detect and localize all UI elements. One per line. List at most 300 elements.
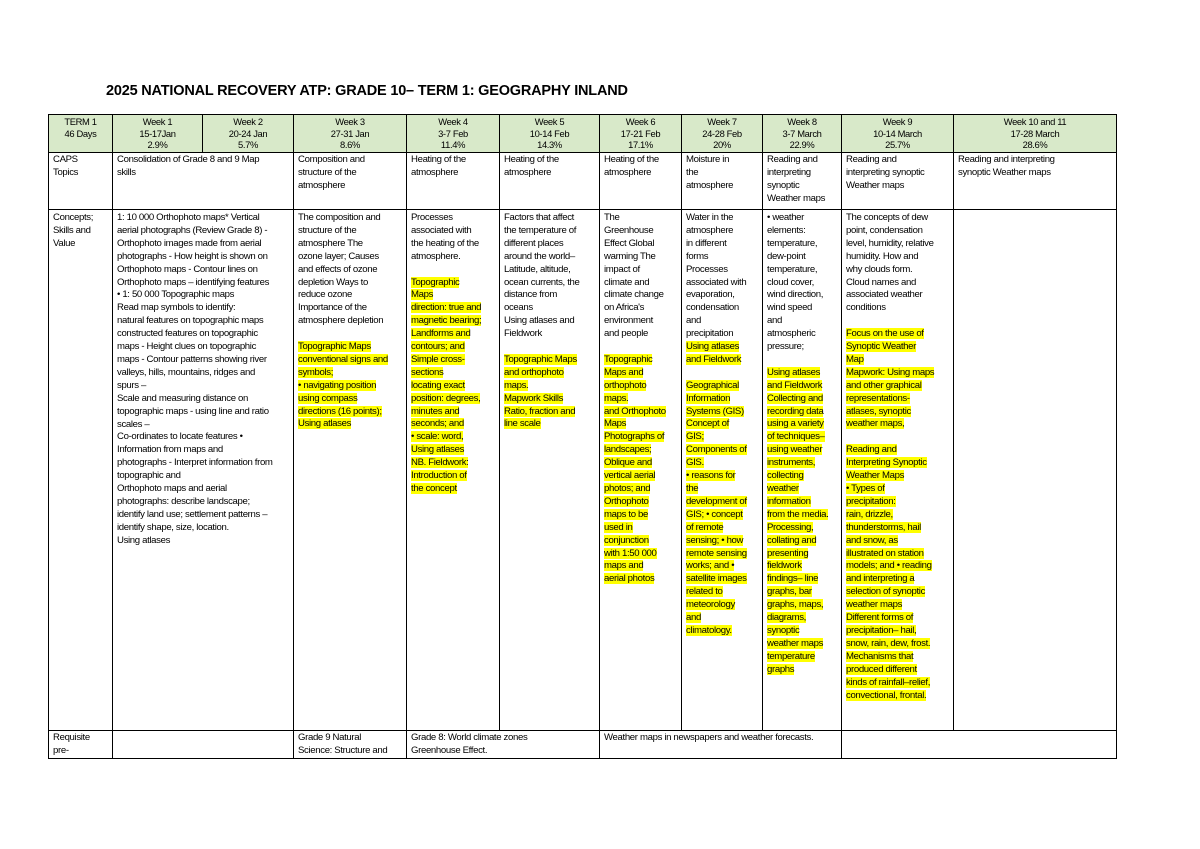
cell-line: photographs - How height is shown on	[117, 250, 268, 262]
cell-line: 28.6%	[1022, 139, 1048, 150]
cell-line: and	[686, 612, 701, 624]
cell-line: interpreting synoptic	[846, 166, 925, 178]
concepts-week-9	[842, 210, 954, 731]
cell-line: 20%	[713, 139, 731, 150]
cell-line: snow, rain, dew, frost.	[846, 637, 931, 649]
caps-week-3	[294, 153, 407, 210]
cell-line: 25.7%	[885, 139, 910, 150]
cell-line: Orthophoto maps – identifying features	[117, 276, 270, 288]
cell-line: • scale: word,	[411, 431, 464, 443]
requisite-week-3	[294, 731, 407, 759]
cell-line: ozone layer; Causes	[298, 250, 379, 262]
header-row	[49, 115, 1117, 153]
cell-line: Topographic	[604, 353, 653, 365]
caps-week-4	[407, 153, 500, 210]
cell-line: atmosphere	[298, 179, 346, 191]
cell-line: and orthophoto	[504, 366, 564, 378]
cell-line: and Orthophoto	[604, 405, 666, 417]
week-header-7	[682, 115, 763, 153]
cell-line: the heating of the	[411, 237, 479, 249]
cell-line: climate and	[604, 276, 650, 288]
cell-line: Using atlases	[298, 418, 352, 430]
cell-line: wind direction,	[767, 289, 824, 301]
requisite-row	[49, 731, 1117, 759]
cell-line: • Types of	[846, 483, 885, 494]
concepts-week-10-11	[954, 210, 1117, 731]
cell-line: using a variety	[767, 418, 824, 430]
cell-line: identify shape, size, location.	[117, 521, 229, 533]
cell-line: Value	[53, 237, 76, 249]
cell-line: Using atlases	[767, 366, 821, 378]
cell-line: with 1:50 000	[604, 547, 657, 559]
cell-line: conditions	[846, 302, 886, 314]
cell-line: Processing,	[767, 521, 814, 533]
cell-line: Collecting and	[767, 392, 823, 404]
cell-line: selection of synoptic	[846, 586, 926, 598]
cell-line: Heating of the	[504, 154, 559, 165]
cell-line: oceans	[504, 302, 533, 314]
cell-line: warming The	[604, 250, 656, 262]
cell-line: Week 9	[882, 116, 913, 127]
cell-line: instruments,	[767, 457, 816, 469]
cell-line: Grade 9 Natural	[298, 732, 362, 743]
cell-line: 20-24 Jan	[228, 127, 268, 139]
cell-line: 8.6%	[340, 139, 360, 150]
cell-line: vertical aerial	[604, 470, 656, 482]
cell-line: associated with	[411, 224, 472, 236]
cell-line: ocean currents, the	[504, 276, 580, 288]
cell-line: convectional, frontal.	[846, 689, 927, 701]
cell-line: Importance of the	[298, 302, 367, 314]
cell-line: graphs, bar	[767, 586, 812, 598]
cell-line: synoptic	[767, 624, 800, 636]
cell-line: findings– line	[767, 573, 819, 585]
cell-line: Latitude, altitude,	[504, 263, 571, 275]
cell-line: recording data	[767, 405, 824, 417]
cell-line: TERM 1	[64, 116, 97, 127]
cell-line: Maps and	[604, 366, 644, 378]
caps-week-6	[600, 153, 682, 210]
cell-line: Introduction of	[411, 470, 467, 482]
cell-line: and Fieldwork	[686, 353, 742, 365]
concepts-week-6	[600, 210, 682, 731]
caps-topics-row	[49, 153, 1117, 210]
cell-line: Composition and	[298, 154, 365, 165]
cell-line: associated with	[686, 276, 747, 288]
cell-line: presenting	[767, 547, 809, 559]
cell-line: 11.4%	[440, 139, 466, 150]
cell-line: and	[686, 315, 701, 327]
cell-line: Cloud names and	[846, 276, 916, 288]
cell-line: 3-7 Feb	[438, 127, 468, 139]
cell-line: atmospheric	[767, 328, 816, 340]
cell-line: Reading and	[767, 154, 818, 165]
cell-line: The	[604, 212, 620, 223]
cell-line	[298, 328, 402, 341]
cell-line: point, condensation	[846, 224, 923, 236]
cell-line: Landforms and	[411, 328, 471, 340]
cell-line: illustrated on station	[846, 547, 924, 559]
cell-line: synoptic Weather maps	[958, 166, 1051, 178]
cell-line: maps.	[604, 392, 629, 404]
caps-week-1-2	[113, 153, 294, 210]
cell-line: 17-21 Feb	[620, 127, 661, 139]
cell-line: works; and •	[686, 560, 735, 572]
cell-line: Oblique and	[604, 457, 652, 469]
cell-line: GIS;	[686, 431, 704, 443]
week-header-2	[203, 115, 294, 153]
cell-line: temperature,	[767, 263, 818, 275]
cell-line: Focus on the use of	[846, 328, 924, 340]
cell-line	[686, 367, 758, 380]
cell-line: Read map symbols to identify:	[117, 302, 236, 314]
cell-line: photos; and	[604, 483, 651, 495]
cell-line: environment	[604, 315, 653, 327]
cell-line: Processes	[686, 263, 728, 275]
concepts-week-8	[763, 210, 842, 731]
cell-line: conjunction	[604, 534, 649, 546]
cell-line: pre-	[53, 744, 69, 756]
cell-line: topographic maps - using line and ratio	[117, 405, 269, 417]
cell-line: weather maps	[846, 599, 903, 611]
cell-line: wind speed	[767, 302, 813, 314]
week-header-5	[500, 115, 600, 153]
requisite-week-6-8	[600, 731, 842, 759]
cell-line: aerial photos	[604, 573, 655, 585]
cell-line: Processes	[411, 212, 453, 223]
cell-line: Fieldwork	[504, 328, 542, 340]
caps-week-8	[763, 153, 842, 210]
cell-line: Using atlases	[411, 444, 465, 456]
cell-line: forms	[686, 250, 709, 262]
cell-line: atmosphere	[604, 166, 652, 178]
cell-line: conventional signs and	[298, 353, 388, 365]
cell-line: atmosphere	[411, 166, 459, 178]
cell-line: Using atlases	[117, 534, 171, 546]
cell-line: using weather	[767, 444, 823, 456]
cell-line: diagrams,	[767, 612, 806, 624]
cell-line: why clouds form.	[846, 263, 913, 275]
cell-line: and effects of ozone	[298, 263, 378, 275]
cell-line: 3-7 March	[782, 127, 822, 139]
cell-line: Reading and interpreting	[958, 154, 1055, 165]
week-header-4	[407, 115, 500, 153]
cell-line: Science: Structure and	[298, 744, 388, 756]
cell-line: evaporation,	[686, 289, 735, 301]
cell-line: scales –	[117, 418, 150, 430]
cell-line: Water in the	[686, 212, 734, 223]
cell-line: symbols;	[298, 366, 334, 378]
cell-line: rain, drizzle,	[846, 508, 893, 520]
cell-line: Components of	[686, 444, 747, 456]
cell-line: Week 10 and 11	[1003, 116, 1067, 127]
cell-line: atmosphere	[686, 179, 734, 191]
cell-line: atmosphere depletion	[298, 315, 384, 327]
cell-line: 2.9%	[147, 139, 168, 150]
atp-table	[48, 114, 1117, 759]
cell-line: Heating of the	[411, 154, 466, 165]
cell-line: depletion Ways to	[298, 276, 368, 288]
cell-line: Interpreting Synoptic	[846, 457, 927, 469]
cell-line: precipitation– hail,	[846, 624, 917, 636]
cell-line: spurs –	[117, 379, 147, 391]
cell-line: Reading and	[846, 154, 897, 165]
cell-line: Using atlases	[686, 341, 740, 353]
cell-line: weather maps,	[846, 418, 905, 430]
cell-line: Geographical	[686, 379, 739, 391]
caps-label	[49, 153, 113, 210]
cell-line: using compass	[298, 392, 358, 404]
cell-line: remote sensing	[686, 547, 747, 559]
cell-line: Week 7	[707, 116, 737, 127]
cell-line: from the media.	[767, 508, 829, 520]
cell-line: dew-point	[767, 250, 806, 262]
cell-line: and Fieldwork	[767, 379, 823, 391]
cell-line: photographs: describe landscape;	[117, 495, 250, 507]
cell-line: humidity. How and	[846, 250, 919, 262]
cell-line	[604, 341, 677, 354]
cell-line: seconds; and	[411, 418, 464, 430]
cell-line	[767, 354, 837, 367]
cell-line: Simple cross-	[411, 353, 465, 365]
cell-line: minutes and	[411, 405, 460, 417]
cell-line: Heating of the	[604, 154, 659, 165]
cell-line: precipitation	[686, 328, 734, 340]
cell-line: atmosphere	[504, 166, 552, 178]
cell-line: sections	[411, 366, 444, 378]
cell-line: and snow, as	[846, 534, 898, 546]
cell-line: structure of the	[298, 166, 357, 178]
cell-line: Using atlases and	[504, 315, 575, 327]
cell-line: weather	[767, 483, 799, 495]
cell-line: Skills and	[53, 224, 91, 236]
cell-line: Grade 8: World climate zones	[411, 732, 528, 743]
caps-week-9	[842, 153, 954, 210]
cell-line: cloud cover,	[767, 276, 814, 288]
cell-line: Scale and measuring distance on	[117, 392, 249, 404]
cell-line: level, humidity, relative	[846, 237, 934, 249]
cell-line: of remote	[686, 521, 724, 533]
cell-line: Information from maps and	[117, 444, 223, 456]
cell-line: Maps	[411, 289, 434, 301]
cell-line: 10-14 Feb	[529, 127, 570, 139]
cell-line: Consolidation of Grade 8 and 9 Map	[117, 154, 260, 165]
week-header-1	[113, 115, 203, 153]
cell-line: Week 2	[233, 116, 263, 127]
requisite-week-1-2	[113, 731, 294, 759]
requisite-label	[49, 731, 113, 759]
cell-line: information	[767, 495, 811, 507]
week-header-9	[842, 115, 954, 153]
cell-line: 27-31 Jan	[330, 127, 370, 139]
cell-line: 46 Days	[64, 127, 97, 139]
caps-week-10-11	[954, 153, 1117, 210]
cell-line: thunderstorms, hail	[846, 521, 921, 533]
cell-line: Week 6	[625, 116, 656, 127]
cell-line: The composition and	[298, 212, 381, 223]
cell-line: 10-14 March	[873, 127, 922, 139]
cell-line: 17-28 March	[1010, 127, 1060, 139]
cell-line	[846, 315, 949, 328]
cell-line: Concepts;	[53, 212, 94, 223]
cell-line: Mapwork: Using maps	[846, 366, 935, 378]
cell-line: topographic and	[117, 470, 181, 482]
cell-line: impact of	[604, 263, 640, 275]
cell-line: Co-ordinates to locate features •	[117, 431, 243, 443]
cell-line: Synoptic Weather	[846, 341, 916, 353]
caps-week-5	[500, 153, 600, 210]
cell-line: 15-17Jan	[139, 127, 176, 139]
cell-line: Moisture in	[686, 154, 730, 165]
document-title: 2025 NATIONAL RECOVERY ATP: GRADE 10– TERM 1: GEOGRAPHY INLAND	[106, 83, 628, 99]
cell-line: the	[686, 483, 699, 495]
cell-line: atmosphere The	[298, 237, 363, 249]
cell-line: atmosphere	[686, 224, 734, 236]
cell-line: models; and • reading	[846, 560, 932, 572]
cell-line: Week 1	[142, 116, 173, 127]
cell-line: constructed features on topographic	[117, 328, 258, 340]
concepts-week-7	[682, 210, 763, 731]
cell-line: Factors that affect	[504, 212, 574, 223]
cell-line: Photographs of	[604, 431, 665, 443]
cell-line: kinds of rainfall–relief,	[846, 676, 931, 688]
cell-line: Mechanisms that	[846, 650, 914, 662]
cell-line: Topics	[53, 166, 79, 178]
cell-line: and people	[604, 328, 648, 340]
cell-line: orthophoto	[604, 379, 647, 391]
concepts-week-5	[500, 210, 600, 731]
cell-line: and other graphical	[846, 379, 922, 391]
cell-line: Topographic Maps	[504, 353, 577, 365]
concepts-row	[49, 210, 1117, 731]
week-header-8	[763, 115, 842, 153]
cell-line: photographs - Interpret information from	[117, 457, 273, 469]
cell-line: Weather maps	[767, 192, 826, 204]
cell-line: produced different	[846, 663, 917, 675]
cell-line: 5.7%	[238, 139, 258, 150]
cell-line: collecting	[767, 470, 804, 482]
cell-line: Reading and	[846, 444, 897, 456]
cell-line: meteorology	[686, 599, 735, 611]
cell-line: interpreting	[767, 166, 811, 178]
cell-line: maps - Contour patterns showing river	[117, 353, 267, 365]
cell-line: natural features on topographic maps	[117, 315, 264, 327]
week-header-3	[294, 115, 407, 153]
cell-line: atmosphere.	[411, 250, 461, 262]
cell-line: condensation	[686, 302, 739, 314]
cell-line: 24-28 Feb	[702, 127, 742, 139]
requisite-week-9-11	[842, 731, 1117, 759]
cell-line: contours; and	[411, 341, 465, 353]
cell-line: identify land use; settlement patterns –	[117, 508, 268, 520]
cell-line: GIS.	[686, 457, 704, 469]
cell-line: reduce ozone	[298, 289, 352, 301]
cell-line	[846, 431, 949, 444]
cell-line: position: degrees,	[411, 392, 481, 404]
cell-line: Different forms of	[846, 612, 914, 624]
concepts-week-1-2	[113, 210, 294, 731]
cell-line: magnetic bearing;	[411, 315, 482, 327]
caps-week-7	[682, 153, 763, 210]
cell-line: graphs	[767, 663, 795, 675]
cell-line: Systems (GIS)	[686, 405, 744, 417]
cell-line: distance from	[504, 289, 558, 301]
week-header-6	[600, 115, 682, 153]
cell-line: and interpreting a	[846, 573, 915, 585]
cell-line: Orthophoto maps and aerial	[117, 483, 227, 495]
cell-line: 1: 10 000 Orthophoto maps* Vertical	[117, 212, 260, 223]
cell-line: GIS; • concept	[686, 508, 743, 520]
cell-line: direction: true and	[411, 302, 482, 314]
cell-line: 14.3%	[537, 139, 562, 150]
concepts-week-3	[294, 210, 407, 731]
requisite-week-4-5	[407, 731, 600, 759]
cell-line: Ratio, fraction and	[504, 405, 576, 417]
cell-line: Topographic	[411, 276, 460, 288]
concepts-week-4	[407, 210, 500, 731]
cell-line: CAPS	[53, 154, 78, 165]
cell-line: Concept of	[686, 418, 729, 430]
cell-line: 22.9%	[789, 139, 815, 150]
cell-line: aerial photographs (Review Grade 8) -	[117, 224, 268, 236]
cell-line: associated weather	[846, 289, 923, 301]
cell-line	[504, 341, 595, 354]
cell-line: development of	[686, 495, 747, 507]
cell-line: satellite images	[686, 573, 747, 585]
cell-line: sensing; • how	[686, 534, 744, 546]
cell-line: • reasons for	[686, 470, 736, 482]
cell-line: pressure;	[767, 341, 804, 353]
cell-line: Weather Maps	[846, 470, 905, 482]
concepts-label	[49, 210, 113, 731]
cell-line: structure of the	[298, 224, 357, 236]
cell-line: climate change	[604, 289, 664, 301]
cell-line: maps.	[504, 379, 529, 391]
cell-line: NB. Fieldwork:	[411, 457, 469, 469]
cell-line: related to	[686, 586, 723, 598]
cell-line: Week 5	[534, 116, 565, 127]
cell-line: around the world–	[504, 250, 575, 262]
cell-line: of techniques–	[767, 431, 825, 443]
cell-line: temperature,	[767, 237, 818, 249]
cell-line: line scale	[504, 418, 541, 430]
cell-line: Greenhouse	[604, 224, 654, 236]
cell-line: locating exact	[411, 379, 465, 391]
cell-line: • navigating position	[298, 379, 377, 391]
cell-line: the	[686, 166, 699, 178]
cell-line: on Africa's	[604, 302, 645, 314]
cell-line: the temperature of	[504, 224, 577, 236]
cell-line: Orthophoto images made from aerial	[117, 237, 262, 249]
cell-line: synoptic	[767, 179, 800, 191]
cell-line: climatology.	[686, 624, 732, 636]
cell-line: different places	[504, 237, 564, 249]
cell-line: and	[767, 315, 782, 327]
cell-line: Information	[686, 392, 731, 404]
cell-line: Maps	[604, 418, 627, 430]
cell-line: graphs, maps,	[767, 599, 824, 611]
cell-line: • 1: 50 000 Topographic maps	[117, 289, 235, 301]
cell-line: skills	[117, 166, 136, 178]
cell-line: The concepts of dew	[846, 212, 928, 223]
cell-line: temperature	[767, 650, 815, 662]
cell-line: Mapwork Skills	[504, 392, 564, 404]
cell-line: Week 4	[438, 116, 468, 127]
cell-line: Map	[846, 353, 864, 365]
cell-line: the concept	[411, 483, 457, 495]
cell-line: • weather	[767, 212, 805, 223]
cell-line: Weather maps in newspapers and weather forecasts.	[604, 732, 814, 743]
